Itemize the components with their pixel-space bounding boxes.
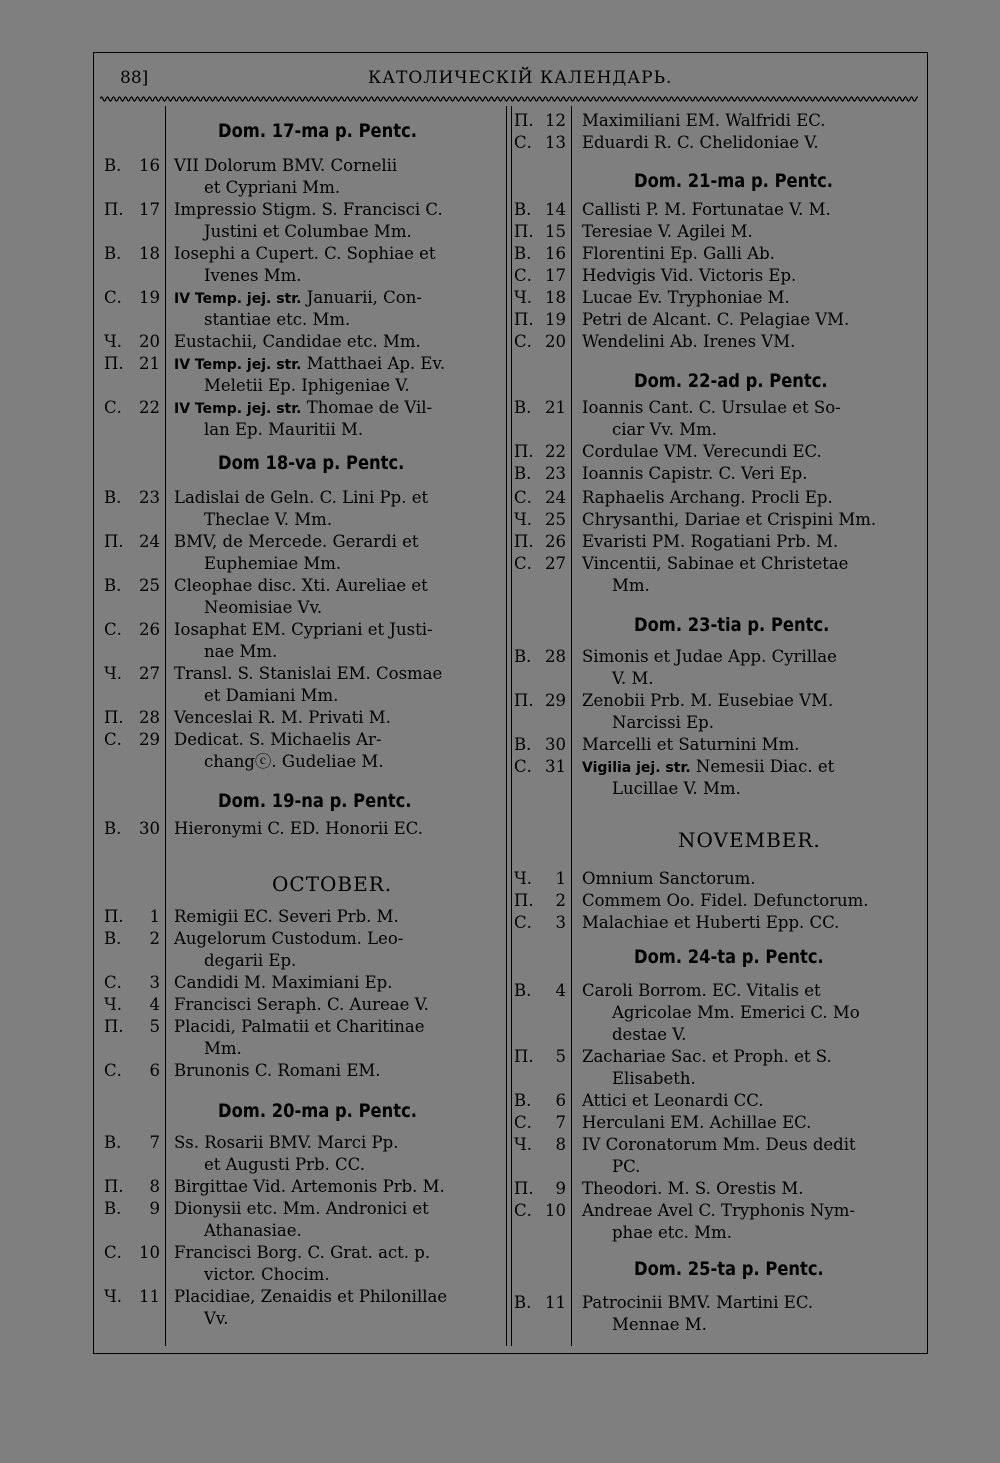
- feast-text: [174, 287, 422, 310]
- frame-left: [93, 52, 94, 1354]
- feast-text: Vv.: [204, 1309, 229, 1328]
- feast-text: V. M.: [612, 669, 654, 688]
- day-number: 7: [149, 1133, 160, 1152]
- day-number: 15: [545, 222, 566, 241]
- feast-text: Marcelli et Saturnini Mm.: [582, 735, 800, 754]
- feast-text: Francisci Borg. C. Grat. act. p.: [174, 1243, 431, 1262]
- column-divider-2: [511, 106, 512, 1346]
- weekday: В.: [104, 488, 122, 507]
- day-number: 20: [545, 332, 566, 351]
- day-number: 8: [149, 1177, 160, 1196]
- weekday: П.: [104, 907, 124, 926]
- feast-text: Teresiae V. Agilei M.: [582, 222, 753, 241]
- day-number: 9: [149, 1199, 160, 1218]
- day-number: 14: [545, 200, 566, 219]
- day-number: 18: [139, 244, 160, 263]
- day-number: 29: [545, 691, 566, 710]
- day-number: 4: [555, 981, 566, 1000]
- feast-text: Petri de Alcant. C. Pelagiae VM.: [582, 310, 850, 329]
- weekday: П.: [514, 691, 534, 710]
- weekday: Ч.: [514, 1135, 532, 1154]
- sunday-heading: Dom 18-va p. Pentc.: [218, 452, 405, 474]
- weekday: С.: [514, 913, 532, 932]
- feast-text: Cleophae disc. Xti. Aureliae et: [174, 576, 428, 595]
- weekday: С.: [104, 1243, 122, 1262]
- feast-text: Venceslai R. M. Privati M.: [174, 708, 391, 727]
- feast-text: Vincentii, Sabinae et Christetae: [582, 554, 849, 573]
- weekday: Ч.: [104, 664, 122, 683]
- weekday: В.: [104, 244, 122, 263]
- weekday: Ч.: [104, 1287, 122, 1306]
- feast-text: PC.: [612, 1157, 641, 1176]
- feast-text: Maximiliani EM. Walfridi EC.: [582, 111, 826, 130]
- weekday: С.: [104, 620, 122, 639]
- day-number: 3: [555, 913, 566, 932]
- weekday: П.: [514, 1179, 534, 1198]
- feast-text: Iosephi a Cupert. C. Sophiae et: [174, 244, 436, 263]
- day-number: 11: [545, 1293, 566, 1312]
- weekday: С.: [104, 288, 122, 307]
- feast-text: degarii Ep.: [204, 951, 297, 970]
- fast-day-label: IV Temp. jej. str.: [174, 291, 302, 307]
- feast-text: Ladislai de Geln. C. Lini Pp. et: [174, 488, 429, 507]
- day-number: 19: [545, 310, 566, 329]
- weekday: С.: [514, 133, 532, 152]
- sunday-heading: Dom. 17-ma p. Pentc.: [218, 120, 417, 142]
- weekday: П.: [104, 354, 124, 373]
- right-date-divider: [571, 106, 572, 1346]
- feast-text: ciar Vv. Mm.: [612, 420, 718, 439]
- feast-text: Placidiae, Zenaidis et Philonillae: [174, 1287, 448, 1306]
- weekday: В.: [104, 1199, 122, 1218]
- feast-text: Herculani EM. Achillae EC.: [582, 1113, 812, 1132]
- weekday: Ч.: [514, 869, 532, 888]
- day-number: 24: [139, 532, 160, 551]
- feast-text: IV Coronatorum Mm. Deus dedit: [582, 1135, 856, 1154]
- day-number: 21: [139, 354, 160, 373]
- day-number: 31: [545, 757, 566, 776]
- sunday-heading: Dom. 24-ta p. Pentc.: [634, 946, 824, 968]
- weekday: П.: [104, 200, 124, 219]
- feast-text: Iosaphat EM. Cypriani et Justi-: [174, 620, 433, 639]
- fast-day-label: IV Temp. jej. str.: [174, 357, 302, 373]
- weekday: В.: [514, 244, 532, 263]
- feast-text: Evaristi PM. Rogatiani Prb. M.: [582, 532, 839, 551]
- feast-text: Florentini Ep. Galli Ab.: [582, 244, 775, 263]
- day-number: 12: [545, 111, 566, 130]
- day-number: 26: [545, 532, 566, 551]
- day-number: 23: [139, 488, 160, 507]
- feast-text: Dedicat. S. Michaelis Ar-: [174, 730, 382, 749]
- weekday: П.: [514, 532, 534, 551]
- weekday: П.: [104, 532, 124, 551]
- day-number: 28: [139, 708, 160, 727]
- feast-text: Wendelini Ab. Irenes VM.: [582, 332, 796, 351]
- sunday-heading: Dom. 19-na p. Pentc.: [218, 790, 412, 812]
- feast-text: Malachiae et Huberti Epp. CC.: [582, 913, 840, 932]
- weekday: В.: [104, 156, 122, 175]
- feast-text: Eduardi R. C. Chelidoniae V.: [582, 133, 819, 152]
- weekday: С.: [104, 973, 122, 992]
- feast-text: Justini et Columbae Mm.: [204, 222, 412, 241]
- weekday: П.: [104, 1017, 124, 1036]
- day-number: 6: [555, 1091, 566, 1110]
- day-number: 28: [545, 647, 566, 666]
- day-number: 13: [545, 133, 566, 152]
- page-title: КАТОЛИЧЕСКІЙ КАЛЕНДАРЬ.: [368, 68, 673, 88]
- day-number: 3: [149, 973, 160, 992]
- weekday: С.: [514, 1201, 532, 1220]
- frame-top: [93, 52, 928, 53]
- feast-text: Caroli Borrom. EC. Vitalis et: [582, 981, 821, 1000]
- day-number: 29: [139, 730, 160, 749]
- day-number: 8: [555, 1135, 566, 1154]
- fast-day-label: Vigilia jej. str.: [582, 760, 691, 776]
- feast-text-rest: Thomae de Vil-: [301, 398, 433, 417]
- feast-text: Candidi M. Maximiani Ep.: [174, 973, 393, 992]
- sunday-heading: Dom. 25-ta p. Pentc.: [634, 1258, 824, 1280]
- day-number: 17: [139, 200, 160, 219]
- day-number: 2: [555, 891, 566, 910]
- feast-text: Chrysanthi, Dariae et Crispini Mm.: [582, 510, 877, 529]
- feast-text: Placidi, Palmatii et Charitinae: [174, 1017, 425, 1036]
- feast-text: Transl. S. Stanislai EM. Cosmae: [174, 664, 443, 683]
- feast-text: Meletii Ep. Iphigeniae V.: [204, 376, 410, 395]
- weekday: С.: [514, 1113, 532, 1132]
- weekday: В.: [514, 200, 532, 219]
- weekday: П.: [514, 891, 534, 910]
- feast-text: et Cypriani Mm.: [204, 178, 341, 197]
- weekday: В.: [104, 819, 122, 838]
- month-heading: OCTOBER.: [272, 872, 393, 896]
- day-number: 10: [139, 1243, 160, 1262]
- day-number: 9: [555, 1179, 566, 1198]
- feast-text: Zenobii Prb. M. Eusebiae VM.: [582, 691, 834, 710]
- sunday-heading: Dom. 22-ad p. Pentc.: [634, 370, 828, 392]
- feast-text: Raphaelis Archang. Procli Ep.: [582, 488, 833, 507]
- feast-text: Ivenes Mm.: [204, 266, 302, 285]
- feast-text-rest: Nemesii Diac. et: [690, 757, 835, 776]
- weekday: П.: [514, 222, 534, 241]
- feast-text: Athanasiae.: [204, 1221, 302, 1240]
- feast-text: Zachariae Sac. et Proph. et S.: [582, 1047, 832, 1066]
- day-number: 17: [545, 266, 566, 285]
- feast-text: et Augusti Prb. CC.: [204, 1155, 365, 1174]
- feast-text: nae Mm.: [204, 642, 278, 661]
- weekday: П.: [514, 442, 534, 461]
- weekday: В.: [104, 1133, 122, 1152]
- page-number: 88]: [120, 68, 149, 88]
- weekday: С.: [514, 757, 532, 776]
- day-number: 18: [545, 288, 566, 307]
- weekday: В.: [514, 464, 532, 483]
- day-number: 25: [545, 510, 566, 529]
- feast-text: Ss. Rosarii BMV. Marci Pp.: [174, 1133, 399, 1152]
- fast-day-label: IV Temp. jej. str.: [174, 401, 302, 417]
- weekday: Ч.: [514, 510, 532, 529]
- feast-text: Patrocinii BMV. Martini EC.: [582, 1293, 814, 1312]
- feast-text: Francisci Seraph. C. Aureae V.: [174, 995, 429, 1014]
- weekday: В.: [514, 647, 532, 666]
- feast-text: Birgittae Vid. Artemonis Prb. M.: [174, 1177, 445, 1196]
- day-number: 30: [545, 735, 566, 754]
- day-number: 5: [555, 1047, 566, 1066]
- weekday: С.: [104, 1061, 122, 1080]
- feast-text: Lucae Ev. Tryphoniae M.: [582, 288, 790, 307]
- day-number: 1: [555, 869, 566, 888]
- day-number: 30: [139, 819, 160, 838]
- weekday: С.: [514, 266, 532, 285]
- feast-text: Narcissi Ep.: [612, 713, 714, 732]
- wavy-rule: [100, 95, 918, 103]
- feast-text: Theclae V. Mm.: [204, 510, 333, 529]
- weekday: С.: [104, 398, 122, 417]
- feast-text: phae etc. Mm.: [612, 1223, 732, 1242]
- day-number: 22: [545, 442, 566, 461]
- day-number: 10: [545, 1201, 566, 1220]
- left-date-divider: [165, 106, 166, 1346]
- feast-text: Commem Oo. Fidel. Defunctorum.: [582, 891, 869, 910]
- sunday-heading: Dom. 23-tia p. Pentc.: [634, 614, 830, 636]
- feast-text: changⓒ. Gudeliae M.: [204, 752, 384, 771]
- day-number: 4: [149, 995, 160, 1014]
- feast-text: Augelorum Custodum. Leo-: [174, 929, 404, 948]
- day-number: 6: [149, 1061, 160, 1080]
- feast-text: Callisti P. M. Fortunatae V. M.: [582, 200, 831, 219]
- feast-text: lan Ep. Mauritii M.: [204, 420, 364, 439]
- feast-text: Impressio Stigm. S. Francisci C.: [174, 200, 443, 219]
- feast-text: Andreae Avel C. Tryphonis Nym-: [582, 1201, 855, 1220]
- feast-text: Hedvigis Vid. Victoris Ep.: [582, 266, 797, 285]
- day-number: 20: [139, 332, 160, 351]
- feast-text: Cordulae VM. Verecundi EC.: [582, 442, 822, 461]
- feast-text: stantiae etc. Mm.: [204, 310, 351, 329]
- day-number: 23: [545, 464, 566, 483]
- weekday: Ч.: [104, 995, 122, 1014]
- weekday: С.: [514, 332, 532, 351]
- weekday: В.: [104, 929, 122, 948]
- weekday: П.: [514, 310, 534, 329]
- column-divider: [506, 106, 507, 1346]
- weekday: С.: [514, 488, 532, 507]
- day-number: 26: [139, 620, 160, 639]
- weekday: П.: [514, 1047, 534, 1066]
- frame-bottom: [93, 1353, 928, 1354]
- feast-text: Theodori. M. S. Orestis M.: [582, 1179, 804, 1198]
- day-number: 1: [149, 907, 160, 926]
- feast-text: Mm.: [204, 1039, 242, 1058]
- frame-right: [927, 52, 928, 1354]
- weekday: П.: [104, 708, 124, 727]
- weekday: В.: [514, 1091, 532, 1110]
- day-number: 22: [139, 398, 160, 417]
- feast-text: Brunonis C. Romani EM.: [174, 1061, 381, 1080]
- day-number: 27: [139, 664, 160, 683]
- day-number: 24: [545, 488, 566, 507]
- feast-text: destae V.: [612, 1025, 687, 1044]
- weekday: В.: [104, 576, 122, 595]
- weekday: С.: [104, 730, 122, 749]
- feast-text: BMV, de Mercede. Gerardi et: [174, 532, 419, 551]
- feast-text: VII Dolorum BMV. Cornelii: [174, 156, 398, 175]
- feast-text: Lucillae V. Mm.: [612, 779, 741, 798]
- feast-text: Agricolae Mm. Emerici C. Mo: [612, 1003, 860, 1022]
- feast-text: [174, 397, 432, 420]
- day-number: 11: [139, 1287, 160, 1306]
- feast-text: Simonis et Judae App. Cyrillae: [582, 647, 837, 666]
- feast-text: Omnium Sanctorum.: [582, 869, 756, 888]
- feast-text: Ioannis Cant. C. Ursulae et So-: [582, 398, 841, 417]
- weekday: С.: [514, 554, 532, 573]
- sunday-heading: Dom. 20-ma p. Pentc.: [218, 1100, 417, 1122]
- day-number: 5: [149, 1017, 160, 1036]
- feast-text: Hieronymi C. ED. Honorii EC.: [174, 819, 423, 838]
- weekday: В.: [514, 398, 532, 417]
- day-number: 21: [545, 398, 566, 417]
- feast-text: Mm.: [612, 576, 650, 595]
- feast-text: Mennae M.: [612, 1315, 707, 1334]
- feast-text-rest: Matthaei Ap. Ev.: [301, 354, 446, 373]
- feast-text: Ioannis Capistr. C. Veri Ep.: [582, 464, 808, 483]
- sunday-heading: Dom. 21-ma p. Pentc.: [634, 170, 833, 192]
- month-heading: NOVEMBER.: [678, 828, 821, 852]
- feast-text-rest: Januarii, Con-: [301, 288, 422, 307]
- feast-text: Dionysii etc. Mm. Andronici et: [174, 1199, 429, 1218]
- weekday: П.: [514, 111, 534, 130]
- feast-text: victor. Chocim.: [204, 1265, 330, 1284]
- weekday: Ч.: [514, 288, 532, 307]
- weekday: Ч.: [104, 332, 122, 351]
- feast-text: [582, 756, 834, 779]
- day-number: 2: [149, 929, 160, 948]
- weekday: В.: [514, 735, 532, 754]
- feast-text: Attici et Leonardi CC.: [582, 1091, 764, 1110]
- day-number: 19: [139, 288, 160, 307]
- feast-text: Remigii EC. Severi Prb. M.: [174, 907, 399, 926]
- weekday: В.: [514, 981, 532, 1000]
- feast-text: et Damiani Mm.: [204, 686, 339, 705]
- day-number: 7: [555, 1113, 566, 1132]
- feast-text: Euphemiae Mm.: [204, 554, 342, 573]
- day-number: 16: [139, 156, 160, 175]
- day-number: 27: [545, 554, 566, 573]
- day-number: 16: [545, 244, 566, 263]
- feast-text: Neomisiae Vv.: [204, 598, 323, 617]
- feast-text: [174, 353, 445, 376]
- weekday: В.: [514, 1293, 532, 1312]
- weekday: П.: [104, 1177, 124, 1196]
- day-number: 25: [139, 576, 160, 595]
- feast-text: Eustachii, Candidae etc. Mm.: [174, 332, 421, 351]
- feast-text: Elisabeth.: [612, 1069, 696, 1088]
